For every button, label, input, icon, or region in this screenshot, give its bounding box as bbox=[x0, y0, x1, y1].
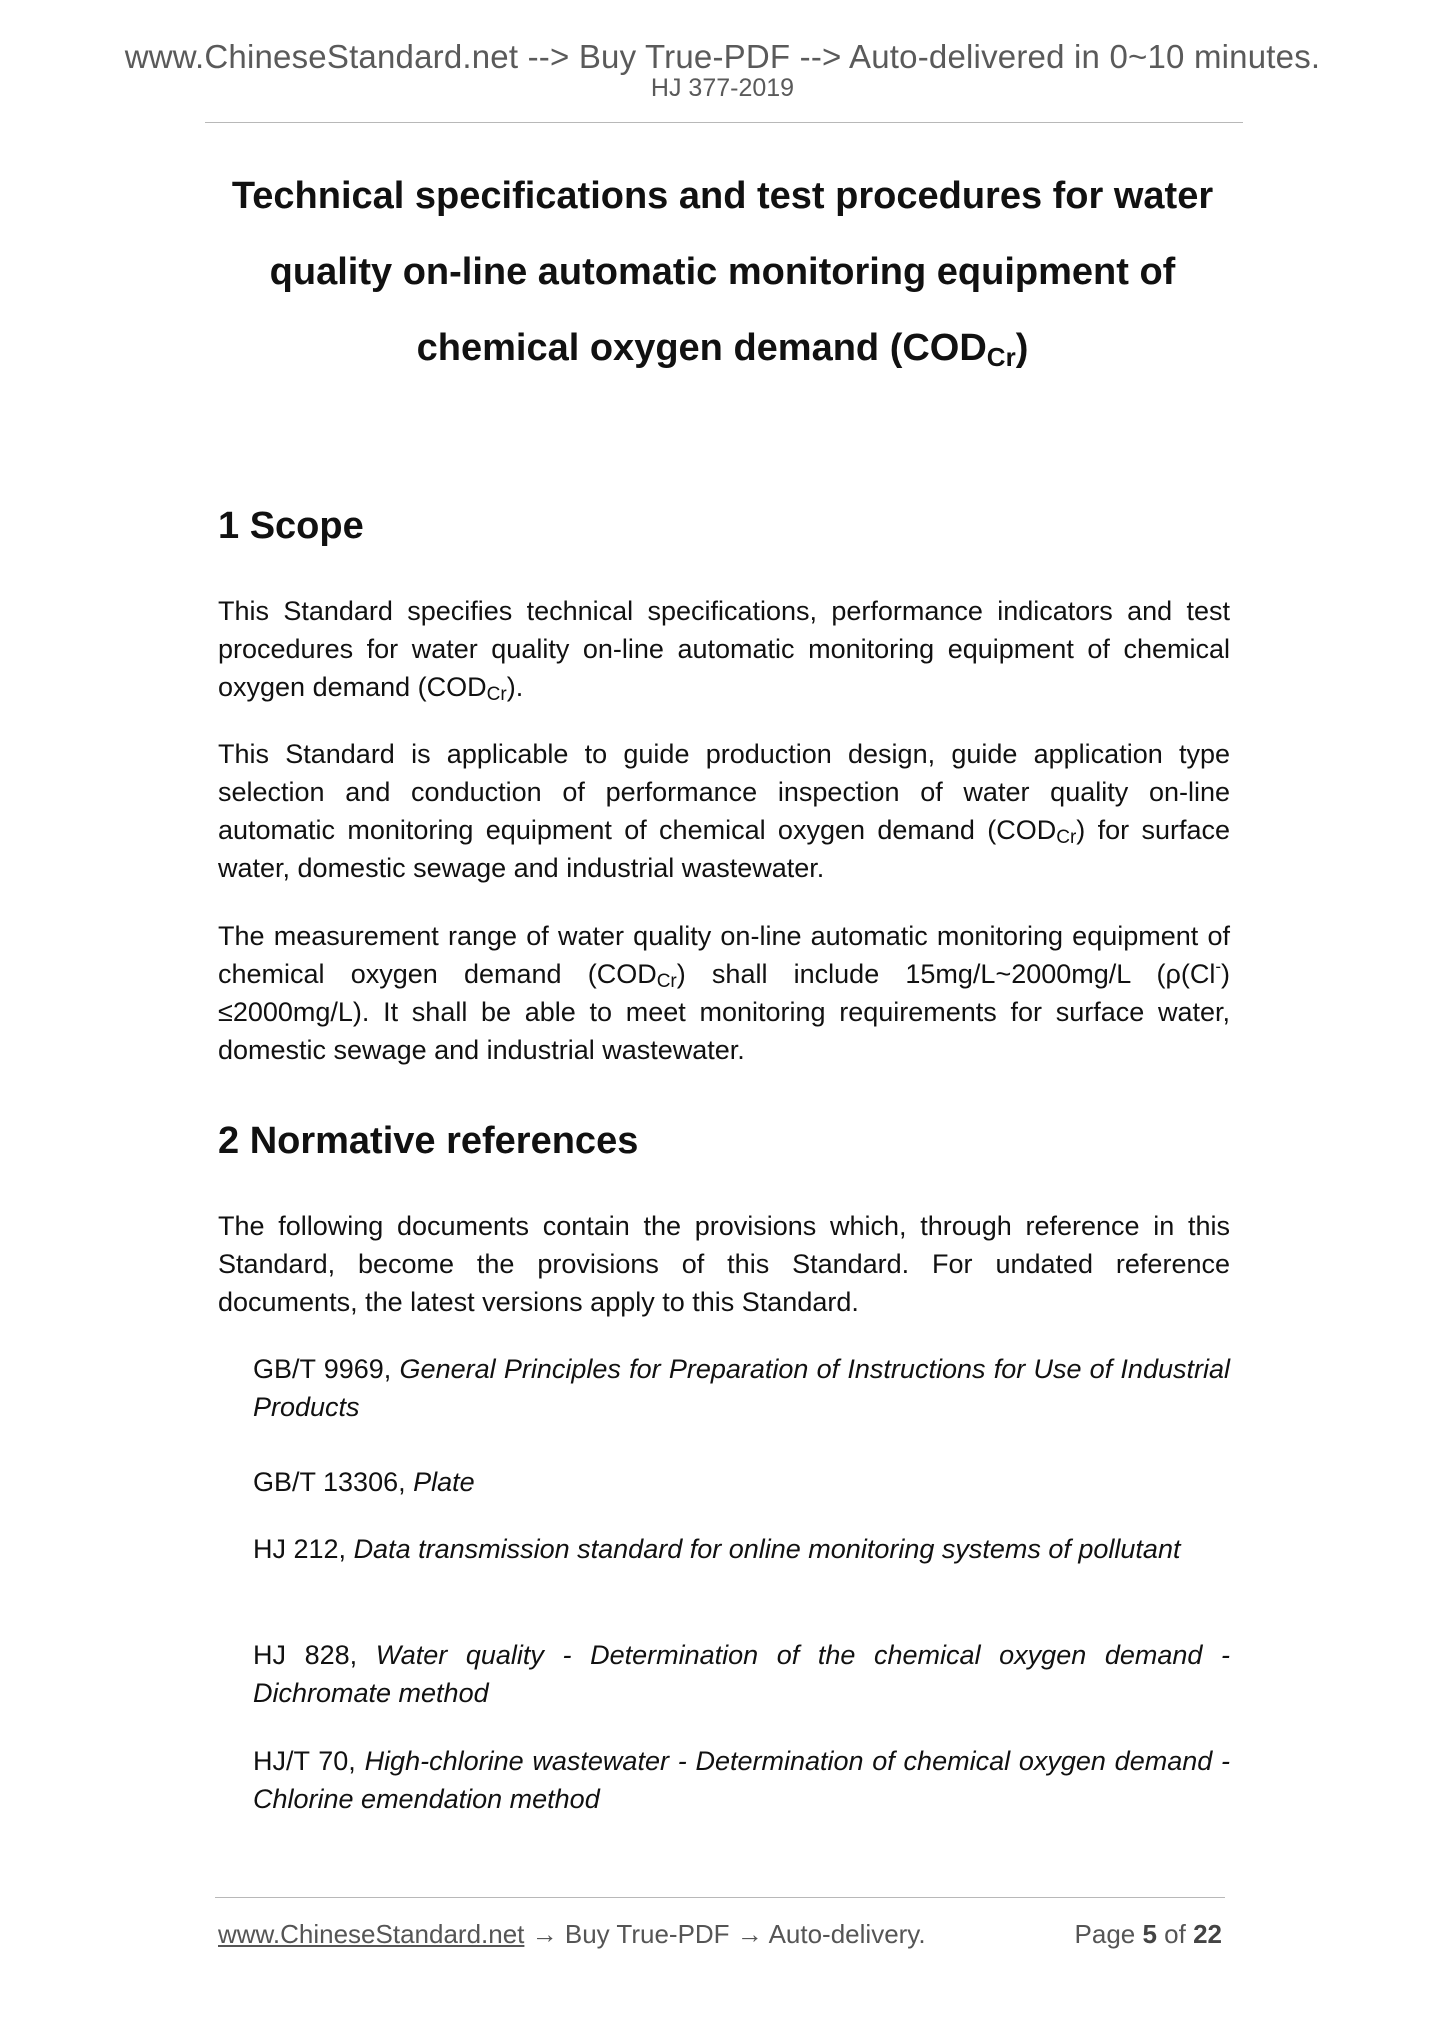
scope-paragraph-3: The measurement range of water quality on-line automatic monitoring equipment of chemical oxygen demand $(COD_{Cr})$ shall include 15mg/L~2000mg/L (ρ(Cl-) ≤2000mg/L). It shall be able to meet monitoring requirements for surface water, domestic sewage and industrial wastewater. bbox=[218, 921, 1230, 1065]
standard-code: HJ 377-2019 bbox=[650, 74, 795, 102]
reference-item: GB/T 9969, General Principles for Preparation of Instructions for Use of Industrial Products bbox=[253, 1354, 1230, 1422]
footer-text: → Buy True-PDF → Auto-delivery. bbox=[524, 1919, 926, 1949]
normative-intro: The following documents contain the provisions which, through reference in this Standard, become the provisions of this Standard. For undated reference documents, the latest versions apply to this Standard. bbox=[218, 1211, 1230, 1317]
total-pages: 22 bbox=[1193, 1919, 1222, 1949]
section-heading-normative-references: 2 Normative references bbox=[218, 1120, 639, 1162]
page-footer bbox=[218, 1919, 1228, 1950]
title-line-3: chemical oxygen demand $(COD_{Cr})$ bbox=[416, 327, 1029, 372]
reference-item: HJ/T 70, High-chlorine wastewater - Determination of chemical oxygen demand - Chlorine emendation method bbox=[253, 1746, 1230, 1814]
header-divider bbox=[205, 122, 1243, 123]
footer-website-link[interactable]: www.ChineseStandard.net bbox=[218, 1919, 525, 1949]
title-line-2: quality on-line automatic monitoring equipment of bbox=[269, 251, 1176, 293]
scope-paragraph-2: This Standard is applicable to guide production design, guide application type selection and conduction of performance inspection of water quality on-line automatic monitoring equipment of chemical oxygen demand $(COD_{Cr})$ for surface water, domestic sewage and industrial wastewater. bbox=[218, 739, 1230, 883]
scope-paragraph-1: This Standard specifies technical specifications, performance indicators and test procedures for water quality on-line automatic monitoring equipment of chemical oxygen demand $(COD_{Cr})$. bbox=[218, 596, 1230, 705]
reference-item: HJ 828, Water quality - Determination of the chemical oxygen demand - Dichromate method bbox=[253, 1640, 1230, 1708]
document-title bbox=[150, 158, 1295, 386]
title-line-1: Technical specifications and test procedures for water bbox=[231, 175, 1214, 217]
reference-item: GB/T 13306, Plate bbox=[253, 1467, 475, 1497]
current-page-number: 5 bbox=[1142, 1919, 1157, 1949]
footer-divider bbox=[215, 1897, 1225, 1898]
reference-item: HJ 212, Data transmission standard for online monitoring systems of pollutant bbox=[253, 1534, 1181, 1564]
page-indicator: Page 5 of 22 bbox=[1074, 1919, 1222, 1949]
top-banner: www.ChineseStandard.net --> Buy True-PDF --> Auto-delivered in 0~10 minutes. bbox=[124, 38, 1321, 75]
section-heading-scope: 1 Scope bbox=[218, 505, 364, 547]
